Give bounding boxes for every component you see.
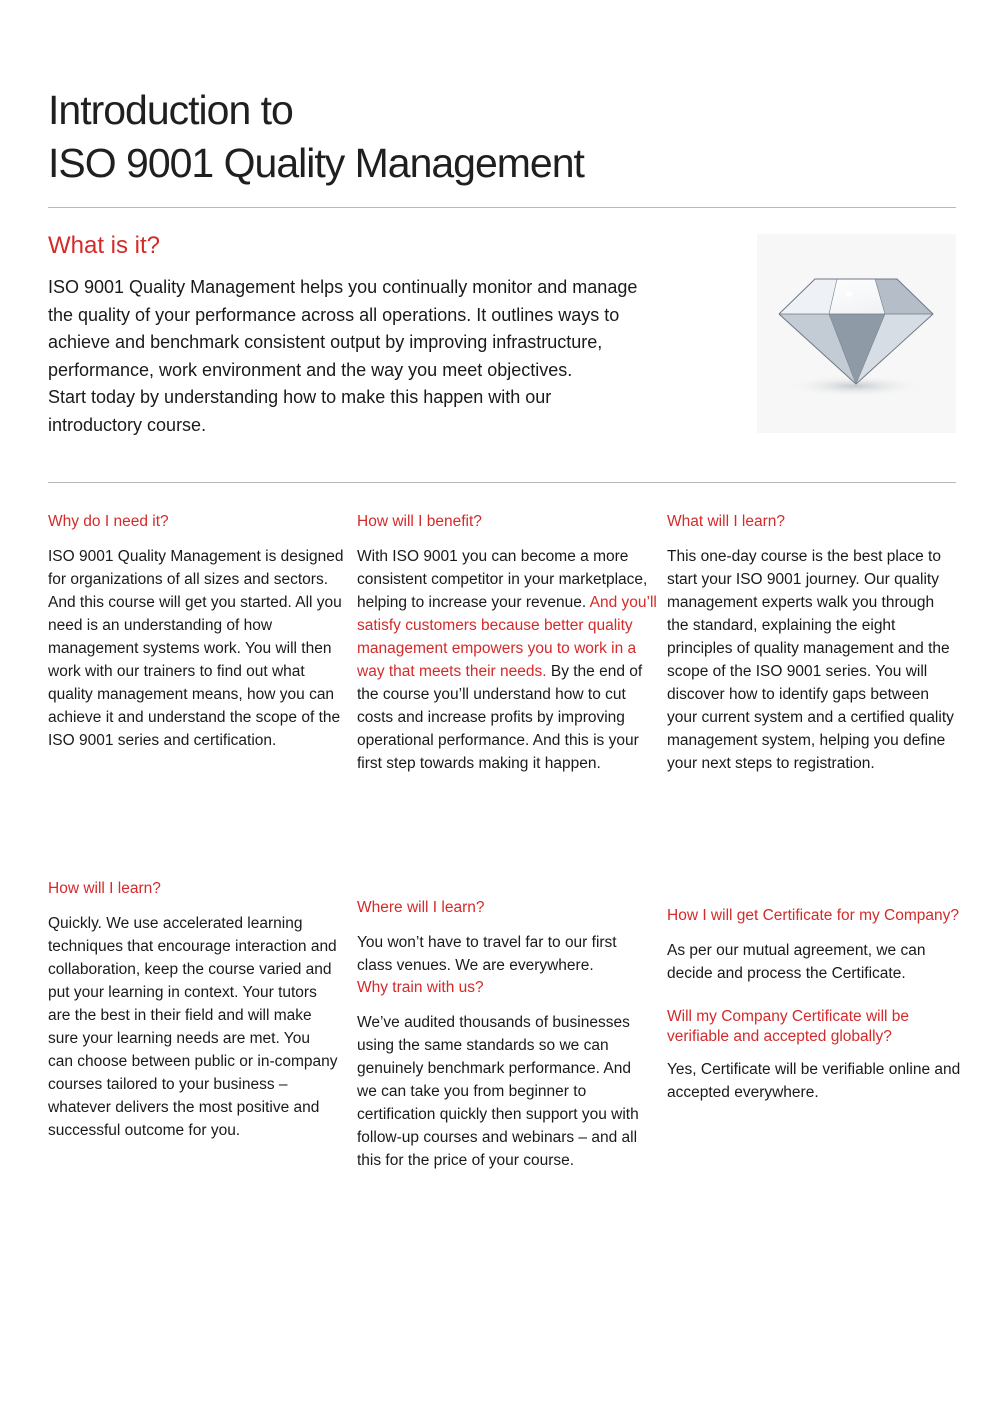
how-benefit-text-1: With ISO 9001 you can become a more consistent competitor in your marketplace, helping to increase your revenue. (357, 548, 648, 611)
how-learn-section (48, 879, 338, 1142)
how-benefit-text (357, 545, 657, 775)
intro-paragraph: ISO 9001 Quality Management helps you continually monitor and manage the quality of your performance across all operations. It outlines ways to achieve and benchmark consistent output by improving infrastructure, performance, work environment and the way you meet objectives. (48, 277, 638, 380)
title-line-1: Introduction to (48, 87, 293, 133)
what-learn-heading: What will I learn? (667, 513, 786, 530)
where-learn-text: You won’t have to travel far to our first class venues. We are everywhere. (357, 934, 617, 974)
divider-middle (48, 482, 956, 483)
why-need-it-section (48, 512, 348, 752)
verifiable-text: Yes, Certificate will be verifiable online and accepted everywhere. (667, 1061, 961, 1101)
certificate-heading: How I will get Certificate for my Company? (667, 907, 960, 924)
intro-paragraph-2: Start today by understanding how to make this happen with our introductory course. (48, 387, 552, 435)
why-need-it-heading: Why do I need it? (48, 513, 169, 530)
verifiable-heading: Will my Company Certificate will be verifiable and accepted globally? (667, 1008, 910, 1045)
how-benefit-text-2: By the end of the course you’ll understand how to cut costs and increase profits by improving operational performance. And this is your first step towards making it happen. (357, 663, 643, 772)
how-learn-heading: How will I learn? (48, 880, 161, 897)
certificate-section (667, 906, 992, 1104)
why-train-text: We’ve audited thousands of businesses using the same standards so we can genuinely benchmark performance. And we can take you from beginner to certification quickly then support you with follow-up courses and webinars – and all this for the price of your course. (357, 1014, 639, 1169)
how-benefit-heading: How will I benefit? (357, 513, 482, 530)
why-need-it-text: ISO 9001 Quality Management is designed for organizations of all sizes and sectors. And this course will get you started. All you need is an understanding of how management systems work. You will then work with our trainers to find out what quality management means, how you can achieve it and understand the scope of the ISO 9001 series and certification. (48, 548, 344, 749)
diamond-image (757, 234, 956, 433)
page-title (48, 84, 584, 190)
certificate-text: As per our mutual agreement, we can decide and process the Certificate. (667, 942, 926, 982)
what-learn-section (667, 512, 957, 775)
how-benefit-section (357, 512, 657, 775)
intro-text (48, 274, 638, 439)
title-line-2: ISO 9001 Quality Management (48, 140, 584, 186)
where-learn-section (357, 898, 647, 1172)
what-is-it-heading: What is it? (48, 232, 161, 259)
how-learn-text: Quickly. We use accelerated learning techniques that encourage interaction and collaboration, keep the course varied and put your learning in context. Your tutors are the best in their field and will make sure your learning needs are met. You can choose between public or in-company courses tailored to your business – whatever delivers the most positive and successful outcome for you. (48, 915, 338, 1139)
diamond-icon (757, 234, 956, 433)
divider-top (48, 207, 956, 208)
why-train-heading: Why train with us? (357, 979, 484, 996)
how-benefit-text-highlight: And you’ll satisfy customers because better quality management empowers you to work in a way that meets their needs. (357, 594, 657, 680)
where-learn-heading: Where will I learn? (357, 899, 485, 916)
what-learn-text: This one-day course is the best place to start your ISO 9001 journey. Our quality management experts walk you through the standard, explaining the eight principles of quality management and the scope of the ISO 9001 series. You will discover how to identify gaps between your current system and a certified quality management system, helping you define your next steps to registration. (667, 548, 954, 772)
